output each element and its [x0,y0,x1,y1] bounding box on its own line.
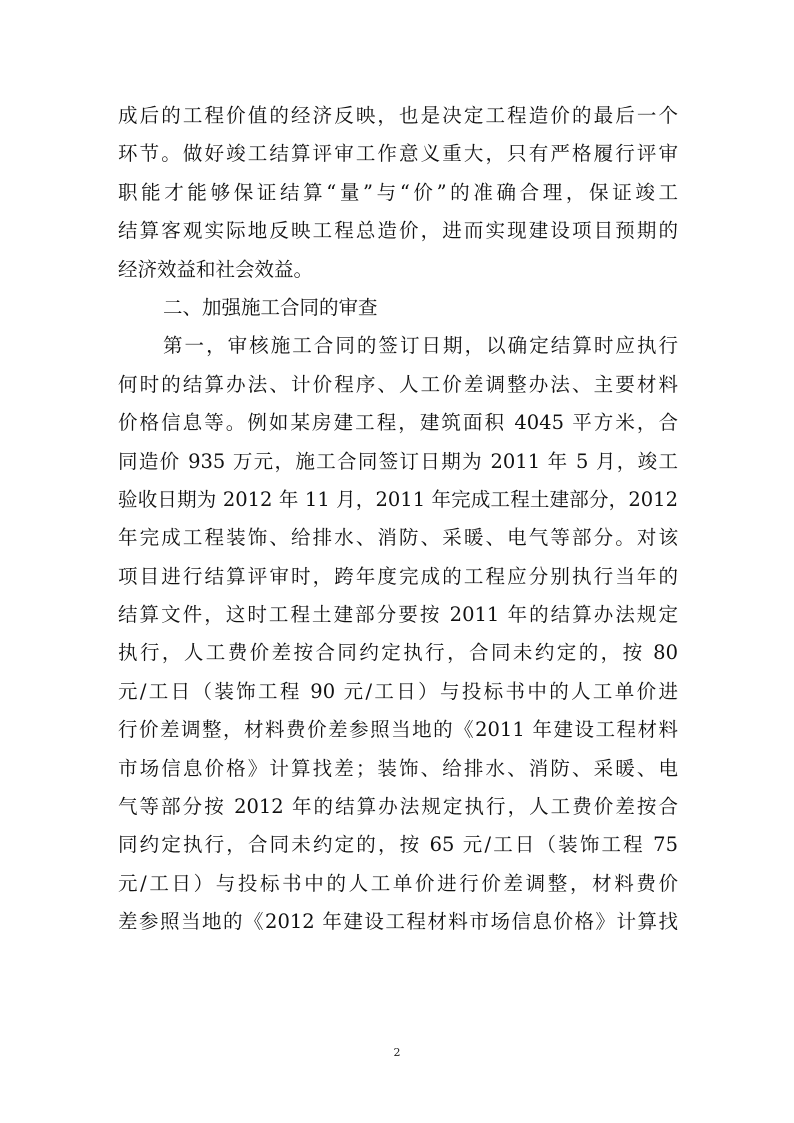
text-line: 职能才能够保证结算“量”与“价”的准确合理，保证竣工 [118,180,678,204]
text-line: 经济效益和社会效益。 [118,257,314,281]
text-line: 价格信息等。例如某房建工程，建筑面积 4045 平方米，合 [118,411,678,435]
text-line: 元/工日（装饰工程 90 元/工日）与投标书中的人工单价进 [118,679,678,703]
text-line: 同约定执行，合同未约定的，按 65 元/工日（装饰工程 75 [118,833,678,857]
text-line: 差参照当地的《2012 年建设工程材料市场信息价格》计算找 [118,910,678,934]
body-text [118,97,678,942]
text-line: 项目进行结算评审时，跨年度完成的工程应分别执行当年的 [118,564,678,588]
text-line: 第一，审核施工合同的签订日期，以确定结算时应执行 [163,334,678,358]
text-line: 环节。做好竣工结算评审工作意义重大，只有严格履行评审 [118,142,678,166]
text-line: 结算客观实际地反映工程总造价，进而实现建设项目预期的 [118,219,678,243]
page-number: 2 [393,1046,401,1059]
text-line: 验收日期为 2012 年 11 月，2011 年完成工程土建部分，2012 [118,487,678,511]
text-line: 行价差调整，材料费价差参照当地的《2011 年建设工程材料 [118,718,678,742]
text-line: 同造价 935 万元，施工合同签订日期为 2011 年 5 月，竣工 [118,449,678,473]
text-line: 市场信息价格》计算找差；装饰、给排水、消防、采暖、电 [118,756,678,780]
text-line: 成后的工程价值的经济反映，也是决定工程造价的最后一个 [118,104,678,127]
text-line: 何时的结算办法、计价程序、人工价差调整办法、主要材料 [118,372,678,396]
section-heading: 二、加强施工合同的审查 [163,295,378,319]
text-line: 执行，人工费价差按合同约定执行，合同未约定的，按 80 [118,641,678,665]
text-line: 气等部分按 2012 年的结算办法规定执行，人工费价差按合 [118,795,678,819]
text-line: 结算文件，这时工程土建部分要按 2011 年的结算办法规定 [118,603,678,627]
text-line: 元/工日）与投标书中的人工单价进行价差调整，材料费价 [118,871,678,895]
text-line: 年完成工程装饰、给排水、消防、采暖、电气等部分。对该 [118,526,678,550]
